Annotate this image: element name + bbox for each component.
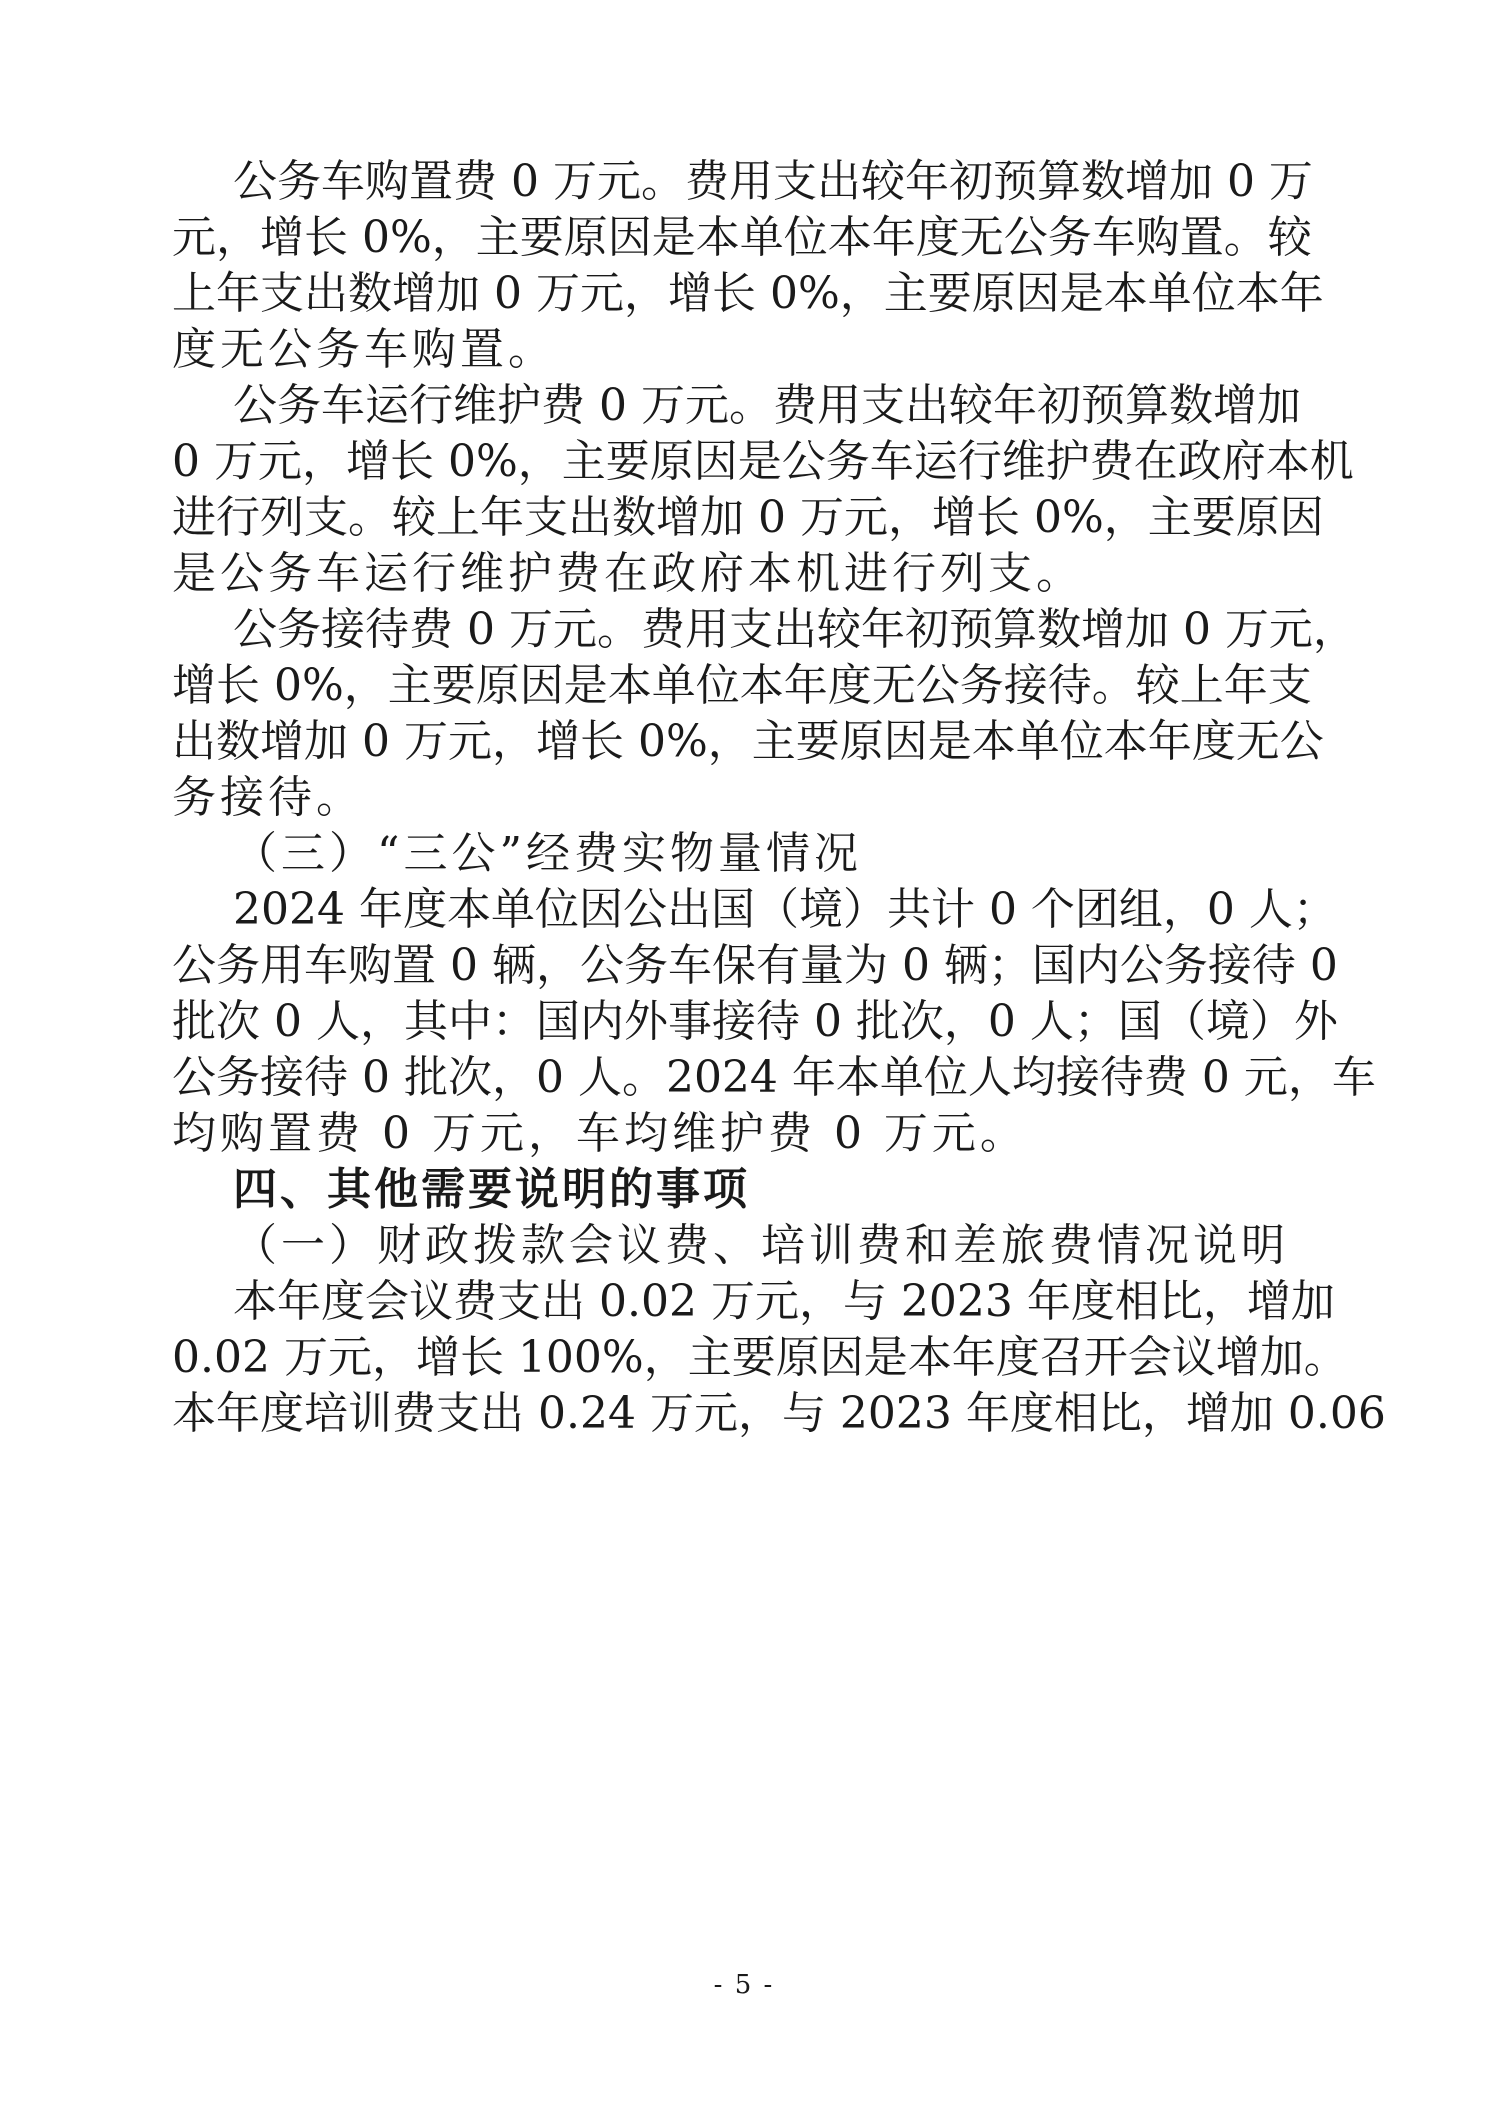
paragraph-line: 公务车购置费 0 万元。费用支出较年初预算数增加 0 万	[233, 156, 1313, 207]
paragraph-line: 2024 年度本单位因公出国（境）共计 0 个团组，0 人；	[233, 884, 1337, 935]
paragraph-line: 公务接待费 0 万元。费用支出较年初预算数增加 0 万元，	[233, 604, 1357, 655]
section-subheading: （一）财政拨款会议费、培训费和差旅费情况说明	[233, 1220, 1289, 1271]
page-number: - 5 -	[713, 1970, 775, 2000]
paragraph-line: 出数增加 0 万元，增长 0%，主要原因是本单位本年度无公	[172, 716, 1324, 767]
paragraph-line: 批次 0 人，其中：国内外事接待 0 批次，0 人；国（境）外	[172, 996, 1338, 1047]
paragraph-line: 上年支出数增加 0 万元，增长 0%，主要原因是本单位本年	[172, 268, 1324, 319]
paragraph-line: 公务用车购置 0 辆，公务车保有量为 0 辆；国内公务接待 0	[172, 940, 1338, 991]
paragraph-line: 进行列支。较上年支出数增加 0 万元，增长 0%，主要原因	[172, 492, 1324, 543]
paragraph-line: 公务接待 0 批次，0 人。2024 年本单位人均接待费 0 元，车	[172, 1052, 1376, 1103]
paragraph-line: 公务车运行维护费 0 万元。费用支出较年初预算数增加	[233, 380, 1301, 431]
paragraph-line: 本年度培训费支出 0.24 万元，与 2023 年度相比，增加 0.06	[172, 1388, 1386, 1439]
paragraph-line: 增长 0%，主要原因是本单位本年度无公务接待。较上年支	[172, 660, 1312, 711]
paragraph-line: 务接待。	[172, 772, 364, 823]
section-heading: 四、其他需要说明的事项	[233, 1164, 750, 1215]
paragraph-line: 0 万元，增长 0%，主要原因是公务车运行维护费在政府本机	[172, 436, 1354, 487]
paragraph-line: 度无公务车购置。	[172, 324, 556, 375]
paragraph-line: 本年度会议费支出 0.02 万元，与 2023 年度相比，增加	[233, 1276, 1335, 1327]
paragraph-line: 0.02 万元，增长 100%，主要原因是本年度召开会议增加。	[172, 1332, 1348, 1383]
paragraph-line: 元，增长 0%，主要原因是本单位本年度无公务车购置。较	[172, 212, 1312, 263]
paragraph-line: 是公务车运行维护费在政府本机进行列支。	[172, 548, 1084, 599]
section-subheading: （三）“三公”经费实物量情况	[233, 828, 862, 879]
paragraph-line: 均购置费 0 万元，车均维护费 0 万元。	[172, 1108, 1028, 1159]
